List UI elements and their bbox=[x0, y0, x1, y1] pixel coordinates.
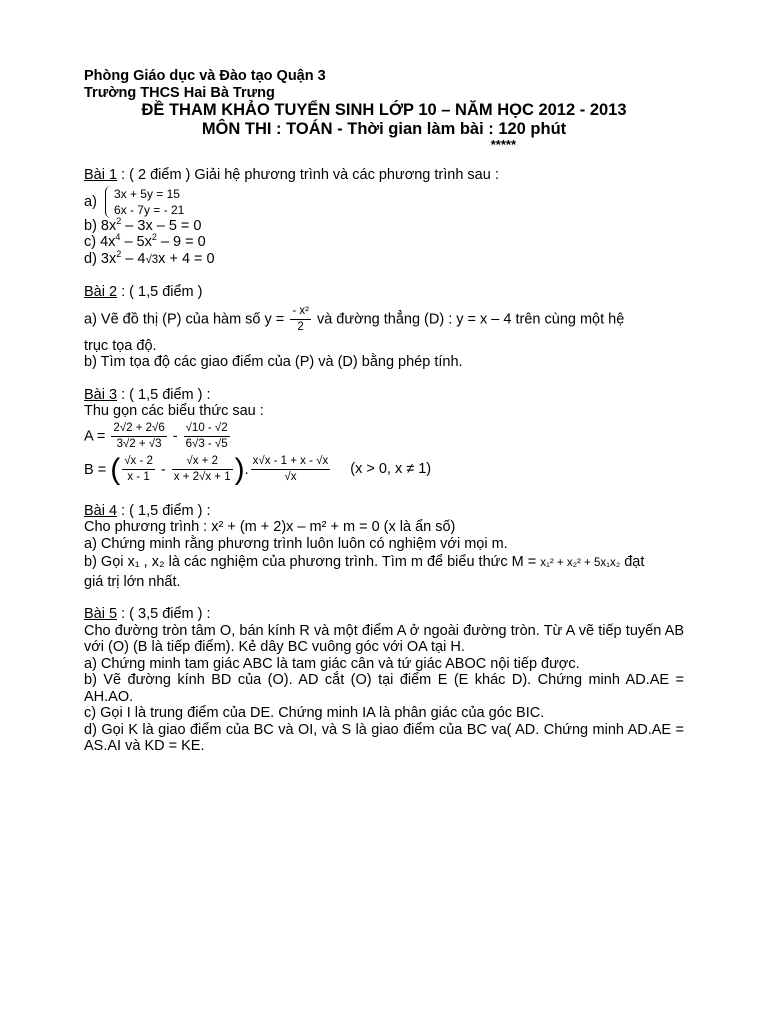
bai1-a bbox=[84, 186, 684, 218]
bai1-label: Bài 1 bbox=[84, 167, 118, 183]
bai4-b-cont: giá trị lớn nhất. bbox=[84, 573, 181, 590]
bai3-A-pre: A = bbox=[84, 427, 110, 444]
bai3-B-fraction3 bbox=[251, 455, 331, 484]
bai1-b: b) $8x^2 - 3x - 5 = 0$ bbox=[84, 215, 202, 234]
bai2-fraction-num: - x² bbox=[290, 305, 311, 320]
bai1-d-text: d) 3x bbox=[84, 250, 117, 267]
bai2-a bbox=[84, 305, 684, 334]
bai3-B-f1-num: √x - 2 bbox=[122, 455, 155, 470]
bai3-A-fraction2 bbox=[184, 422, 230, 451]
bai3-A-f1-num: 2√2 + 2√6 bbox=[111, 422, 166, 437]
bai3-A-f1-den: 3√2 + √3 bbox=[116, 437, 162, 450]
bai1-eq1: 3x + 5y = 15 bbox=[113, 186, 180, 201]
bai2-fraction bbox=[290, 305, 311, 334]
bai2-a-pre: a) Vẽ đồ thị (P) của hàm số y = bbox=[84, 310, 289, 327]
bai3-B-f2-num: √x + 2 bbox=[172, 455, 233, 470]
bai4-intro: : ( 1,5 điểm ) : bbox=[117, 502, 211, 519]
bai4-b-pre: b) Gọi x₁ , x₂ là các nghiệm của phương trình. Tìm m để biểu thức M = bbox=[84, 554, 541, 570]
exam-document bbox=[84, 68, 684, 755]
bai1-c-rest: – 9 = 0 bbox=[156, 234, 206, 250]
bai5-a: a) Chứng minh tam giác ABC là tam giác cân và tứ giác ABOC nội tiếp được. bbox=[84, 655, 580, 672]
bai5-d: d) Gọi K là giao điểm của BC và OI, và S là giao điểm của BC va( AD. Chứng minh AD.AE = AS.AI và KD = KE. bbox=[84, 721, 684, 754]
bai5-paragraph: Cho đường tròn tâm O, bán kính R và một điểm A ở ngoài đường tròn. Từ A vẽ tiếp tuyến AB với (O) (B là tiếp điểm). Kẻ dây BC vuông góc với OA tại H. bbox=[84, 622, 684, 655]
bai4-b-expression: x₁² + x₂² + 5x₁x₂ bbox=[540, 557, 621, 569]
bai3-B-f2-den: x + 2√x + 1 bbox=[173, 471, 231, 483]
bai1-a-label: a) bbox=[84, 193, 97, 210]
bai3-A-minus: - bbox=[168, 427, 182, 444]
bai3-intro: : ( 1,5 điểm ) : bbox=[117, 386, 211, 403]
bai5-heading bbox=[84, 606, 684, 623]
bai1-heading bbox=[84, 167, 684, 184]
bai3-B-condition: (x > 0, x ≠ 1) bbox=[350, 461, 432, 478]
bai3-A bbox=[84, 422, 684, 451]
bai1-b-text: b) 8x bbox=[84, 217, 117, 234]
bai3-label: Bài 3 bbox=[84, 386, 118, 403]
bai3-B-f1-den: x - 1 bbox=[127, 471, 150, 483]
bai3-B-dot: . bbox=[244, 461, 249, 478]
bai4-b-post: đạt bbox=[620, 554, 645, 570]
bai3-B-pre: B = bbox=[84, 461, 111, 478]
bai2-fraction-den: 2 bbox=[297, 320, 304, 333]
bai1-c-text: c) 4x bbox=[84, 234, 116, 250]
bai1-d: d) $3x^2 - 4√3x + 4 = 0$ bbox=[84, 248, 215, 267]
bai2-label: Bài 2 bbox=[84, 284, 118, 300]
bai3-B-f3-num: x√x - 1 + x - √x bbox=[251, 455, 331, 470]
bai1-d-rest: x + 4 = 0 bbox=[158, 250, 215, 267]
bai4-label: Bài 4 bbox=[84, 502, 118, 519]
bai1-c: c) $4x^4 - 5x^2 - 9 = 0$ bbox=[84, 232, 206, 250]
bai5-label: Bài 5 bbox=[84, 606, 118, 622]
bai3-A-f2-den: 6√3 - √5 bbox=[185, 437, 228, 450]
bai1-intro: : ( 2 điểm ) Giải hệ phương trình và các phương trình sau : bbox=[117, 167, 499, 183]
bai3-B-fraction2 bbox=[172, 455, 233, 484]
exam-title: ĐỀ THAM KHẢO TUYỂN SINH LỚP 10 – NĂM HỌC 2012 - 2013 bbox=[141, 101, 627, 119]
bai1-d-sqrt: √3 bbox=[145, 253, 159, 266]
bai2-intro: : ( 1,5 điểm ) bbox=[117, 284, 203, 300]
bai1-b-rest: – 3x – 5 = 0 bbox=[121, 217, 202, 234]
bai3-A-f2-num: √10 - √2 bbox=[184, 422, 230, 437]
school-name: Trường THCS Hai Bà Trưng bbox=[84, 84, 275, 101]
bai4-a: a) Chứng minh rằng phương trình luôn luôn có nghiệm với mọi m. bbox=[84, 535, 508, 552]
bai3-B: B = ( $\frac{√x - 2}{x - 1}$ - $\frac{√x + 2}{x + 2√x + 1}$ ). $\frac{x√x - 1 + x - √x}{√x}$ (x > 0, x ≠ 1) bbox=[84, 452, 432, 486]
bai5-b: b) Vẽ đường kính BD của (O). AD cắt (O) tại điểm E (E khác D). Chứng minh AD.AE = AH.AO. bbox=[84, 672, 684, 705]
bai2-b: b) Tìm tọa độ các giao điểm của (P) và (D) bằng phép tính. bbox=[84, 354, 463, 370]
title-stars: ***** bbox=[490, 137, 516, 152]
department-name: Phòng Giáo dục và Đào tạo Quận 3 bbox=[84, 68, 326, 84]
bai3-B-minus: - bbox=[156, 461, 170, 478]
bai3-line1: Thu gọn các biểu thức sau : bbox=[84, 403, 264, 419]
bai1-eq2: 6x - 7y = - 21 bbox=[113, 202, 185, 217]
bai3-B-fraction1 bbox=[122, 455, 155, 484]
bai4-line1: Cho phương trình : x² + (m + 2)x – m² + m = 0 (x là ẩn số) bbox=[84, 519, 456, 535]
bai2-heading bbox=[84, 284, 684, 301]
bai1-d-mid: – 4 bbox=[121, 250, 146, 267]
bai4-b bbox=[84, 554, 684, 572]
bai3-heading bbox=[84, 387, 684, 404]
bai2-a-cont: trục tọa độ. bbox=[84, 337, 157, 354]
bai3-A-fraction1 bbox=[111, 422, 166, 451]
bai1-system bbox=[105, 186, 184, 218]
exam-subject: MÔN THI : TOÁN - Thời gian làm bài : 120 phút bbox=[201, 120, 567, 138]
bai4-heading bbox=[84, 503, 684, 520]
bai5-c: c) Gọi I là trung điểm của DE. Chứng minh IA là phân giác của góc BIC. bbox=[84, 705, 545, 721]
bai3-B-f3-den: √x bbox=[284, 471, 297, 483]
bai1-c-mid: – 5x bbox=[120, 234, 152, 250]
bai2-a-post: và đường thẳng (D) : y = x – 4 trên cùng một hệ bbox=[312, 310, 625, 327]
bai5-intro: : ( 3,5 điểm ) : bbox=[117, 606, 211, 622]
